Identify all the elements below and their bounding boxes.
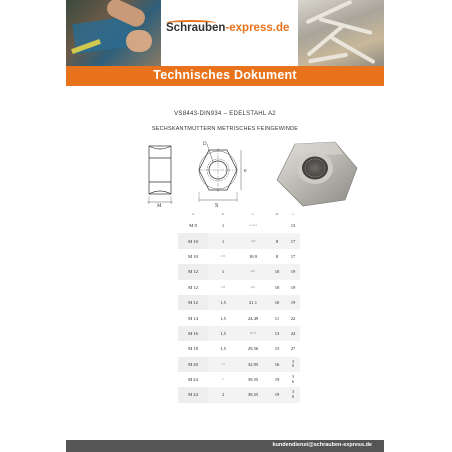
table-cell: 8 (268, 233, 286, 248)
table-cell: M 24 (178, 387, 208, 402)
table-cell: 1,5 (220, 315, 226, 321)
table-cell: 1 (221, 223, 225, 229)
table-cell: 20,1 (238, 264, 268, 279)
table-cell: M 10 (188, 253, 198, 259)
s-label: S (215, 203, 219, 209)
table-cell: 19 (286, 295, 300, 310)
table-cell: 15 (274, 346, 280, 352)
table-cell: 19 (268, 387, 286, 402)
table-header-cell: P (222, 212, 224, 216)
table-cell: 17 (290, 253, 296, 259)
table-cell: M 12 (178, 264, 208, 279)
table-row (178, 326, 300, 341)
table-row (178, 310, 300, 325)
table-cell: M 12 (188, 284, 198, 290)
table-row (178, 357, 300, 372)
table-cell: 14.38/8.8 (248, 224, 258, 227)
table-cell: 32,95 (238, 357, 268, 372)
table-row (178, 218, 300, 233)
table-cell: 13 (268, 326, 286, 341)
table-cell: 20,1 (250, 285, 256, 289)
table-cell: 21.1 (238, 295, 268, 310)
logo[interactable]: Schrauben-express.de (166, 22, 290, 34)
m-label: M (157, 204, 162, 209)
table-cell: 2 (222, 378, 224, 382)
table-row (178, 387, 300, 402)
table-cell: M 12 (178, 295, 208, 310)
table-cell: 17 (286, 233, 300, 248)
table-cell: 1,5 (208, 357, 238, 372)
table-cell: 22 (290, 315, 296, 321)
table-cell: M 20 (178, 357, 208, 372)
table-cell: 26.75 (238, 326, 268, 341)
table-cell: 24,49 (247, 315, 259, 321)
table-cell: 10 (268, 295, 286, 310)
table-row (178, 280, 300, 295)
document-page (66, 0, 384, 452)
table-row (178, 249, 300, 264)
table-cell: M 8 (189, 223, 197, 229)
header-banner (66, 0, 384, 66)
table-cell: 3 6 (292, 374, 294, 384)
nut-photo (273, 140, 359, 208)
table-cell: 19 (274, 377, 280, 383)
table-cell: 13 (290, 223, 296, 229)
table-cell: 1 (208, 233, 238, 248)
table-cell: 18,9 (238, 233, 268, 248)
table-header-cell: d (192, 212, 194, 216)
e-label: e (244, 168, 247, 174)
title-bar (66, 66, 384, 86)
table-header-cell: s (292, 212, 294, 216)
table-cell: 18.9 (248, 253, 258, 259)
nut-front-view (199, 144, 241, 202)
table-cell: 10 (268, 264, 286, 279)
table-row (178, 372, 300, 387)
table-cell: 3 6 (286, 387, 300, 402)
table-cell: M 18 (188, 346, 198, 352)
table-cell: M 24 (188, 377, 198, 383)
table-cell: 1,5 (208, 326, 238, 341)
table-cell: 39,55 (238, 387, 268, 402)
banner-title: Technisches Dokument (153, 68, 297, 82)
nut-side-view (147, 146, 173, 204)
table-row (178, 233, 300, 248)
table-row (178, 264, 300, 279)
table-cell: M 14 (188, 315, 198, 321)
table-row (178, 295, 300, 310)
d-label: D (203, 142, 207, 147)
table-cell: M 16 (178, 326, 208, 341)
document-title: VS8443-DIN934 – EDELSTAHL A2 (174, 111, 276, 117)
spec-table (178, 210, 300, 403)
table-cell: 8 (275, 253, 279, 259)
table-cell: 39,55 (247, 377, 259, 383)
table-header-cell: e (252, 212, 254, 216)
table-row (178, 341, 300, 356)
table-cell: 1,5 (220, 346, 226, 352)
table-cell: 125 (220, 285, 226, 289)
table-cell: 27 (290, 346, 296, 352)
table-header-cell: m (275, 212, 279, 216)
table-cell: 16 (268, 357, 286, 372)
table-cell: 29,56 (247, 346, 259, 352)
table-cell: 11 (274, 315, 280, 321)
table-header-row (178, 210, 300, 218)
table-cell: M 10 (178, 233, 208, 248)
document-subtitle: SECHSKANTMUTTERN METRISCHES FEINGEWINDE (151, 126, 299, 132)
workshop-photo (66, 0, 161, 66)
table-cell: 10 (274, 284, 280, 290)
table-cell: 24 (286, 326, 300, 341)
contact-email-link[interactable]: kundendienst@schrauben-express.de (272, 442, 372, 448)
table-cell (268, 218, 286, 233)
table-cell: 2 (208, 387, 238, 402)
screws-photo (298, 0, 384, 66)
table-cell: 19 (290, 284, 296, 290)
table-cell: 125 (220, 254, 226, 258)
table-cell: 1,5 (208, 295, 238, 310)
footer-bar (66, 440, 384, 452)
table-cell: 3 0 (286, 357, 300, 372)
table-cell: 1 (208, 264, 238, 279)
table-cell: 19 (286, 264, 300, 279)
